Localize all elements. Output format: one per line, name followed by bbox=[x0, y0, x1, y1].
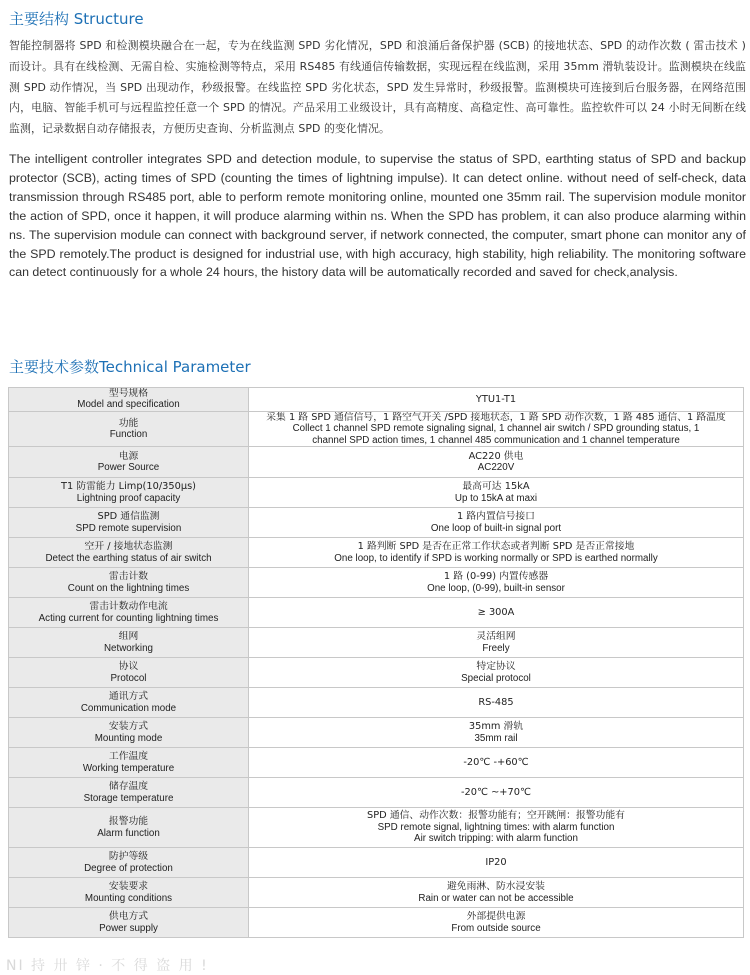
parameter-value-line: RS-485 bbox=[478, 696, 514, 708]
parameter-name-chinese: 组网 bbox=[118, 631, 139, 643]
parameter-name-english: SPD remote supervision bbox=[75, 522, 182, 534]
parameter-value-line: Freely bbox=[482, 642, 510, 654]
parameter-value-line: 35mm rail bbox=[474, 732, 518, 744]
parameter-name-cell bbox=[9, 908, 249, 938]
parameter-value-line: Special protocol bbox=[461, 672, 531, 684]
parameter-name-chinese: 安装方式 bbox=[108, 721, 149, 733]
parameter-name-english: Mounting conditions bbox=[84, 892, 173, 904]
parameter-value-cell bbox=[249, 718, 744, 748]
parameter-name-chinese: 供电方式 bbox=[108, 911, 149, 923]
parameter-name-cell bbox=[9, 411, 249, 446]
parameter-value-cell bbox=[249, 568, 744, 598]
parameter-value-line: One loop of built-in signal port bbox=[430, 522, 562, 534]
parameter-value-line: YTU1-T1 bbox=[475, 393, 517, 405]
parameter-name-cell bbox=[9, 748, 249, 778]
parameter-value-line: 最高可达 15kA bbox=[462, 481, 530, 493]
parameter-value-line: IP20 bbox=[485, 856, 507, 868]
parameter-value-line: 避免雨淋、防水浸安装 bbox=[447, 881, 545, 893]
parameter-value-line: 灵活组网 bbox=[476, 631, 516, 643]
parameter-name-english: Function bbox=[109, 428, 148, 440]
parameter-name-english: Alarm function bbox=[97, 827, 160, 839]
parameter-name-english: Power Source bbox=[97, 462, 160, 474]
table-row bbox=[9, 908, 744, 938]
parameter-name-chinese: 雷击计数动作电流 bbox=[89, 601, 168, 613]
parameter-value-cell bbox=[249, 778, 744, 808]
table-row bbox=[9, 447, 744, 478]
table-row bbox=[9, 411, 744, 446]
structure-description-chinese: 智能控制器将 SPD 和检测模块融合在一起，专为在线监测 SPD 劣化情况，SPD 和浪涌后备保护器 (SCB) 的接地状态、SPD 的动作次数 ( 雷击技术 ) 而设计。具有在线检测、无需自检、实施检测等特点，采用 RS485 有线通信传输数据，实现远程在线监测，采用 35mm 滑轨装设计。监测模块在线监测 SPD 动作情况，当 SPD 出现动作，秒级报警。在线监控 SPD 劣化状态，SPD 发生异常时，秒级报警。监测模块可连接到后台服务器，在网络范围内，电脑、智能手机可与远程监控任意一个 SPD 的情况。产品采用工业级设计，具有高精度、高稳定性、高可靠性。监控软件可以 24 小时无间断在线监测，记录数据自动存储报表，方便历史查询、分析监测点 SPD 的变化情况。 bbox=[9, 39, 746, 136]
parameter-value-line: AC220V bbox=[477, 462, 515, 474]
parameter-name-cell bbox=[9, 568, 249, 598]
parameter-name-chinese: 储存温度 bbox=[108, 781, 149, 793]
parameter-name-cell bbox=[9, 658, 249, 688]
parameter-name-chinese: 型号规格 bbox=[108, 388, 149, 399]
table-row bbox=[9, 748, 744, 778]
parameter-value-line: Air switch tripping: with alarm function bbox=[414, 833, 578, 845]
parameter-value-cell bbox=[249, 688, 744, 718]
parameter-name-chinese: 工作温度 bbox=[108, 751, 149, 763]
parameter-value-line: SPD remote signal, lightning times: with alarm function bbox=[377, 821, 615, 833]
table-row bbox=[9, 778, 744, 808]
parameter-name-chinese: 功能 bbox=[118, 417, 139, 429]
technical-parameter-table bbox=[8, 387, 744, 938]
parameter-name-cell bbox=[9, 808, 249, 848]
parameter-value-cell bbox=[249, 598, 744, 628]
parameter-value-line: channel SPD action times, 1 channel 485 communication and 1 channel temperature bbox=[312, 434, 680, 446]
parameter-value-line: One loop, (0-99), built-in sensor bbox=[427, 582, 565, 594]
structure-description-english: The intelligent controller integrates SPD and detection module, to supervise the status of SPD, earthting status of SPD and backup protector (SCB), acting times of SPD (counting the times of lightning impulse). It can detect online. without need of self-check, data transmission through RS485 port, able to perform remote monitoring online, mounted one 35mm rail. The supervision module monitor the action of SPD, once it happen, it will produce alarming within ns. When the SPD has problem, it can also produce alarming within ns. The supervision module can connect with background server, if network connected, the computer, smart phone can monitor any of the SPD remotely.The product is designed for industrial use, with high accuracy, high stability, high reliability. The monitoring software can detect continuously for a whole 24 hours, the history data will be automatically recorded and saved for check,analysis. bbox=[9, 152, 746, 280]
parameter-value-line: SPD 通信、动作次数：报警功能有；空开跳闸：报警功能有 bbox=[367, 810, 625, 822]
parameter-name-chinese: 雷击计数 bbox=[108, 571, 149, 583]
table-row bbox=[9, 658, 744, 688]
parameter-value-line: AC220 供电 bbox=[468, 450, 524, 462]
parameter-value-line: 35mm 滑轨 bbox=[468, 721, 524, 733]
parameter-value-line: -20℃ ~+70℃ bbox=[460, 786, 531, 798]
table-row bbox=[9, 688, 744, 718]
parameter-value-cell bbox=[249, 388, 744, 412]
table-row bbox=[9, 628, 744, 658]
table-row bbox=[9, 878, 744, 908]
parameter-name-english: Communication mode bbox=[80, 702, 177, 714]
parameter-name-cell bbox=[9, 598, 249, 628]
parameter-name-cell bbox=[9, 508, 249, 538]
parameter-name-cell bbox=[9, 478, 249, 508]
parameter-value-cell bbox=[249, 508, 744, 538]
parameter-name-chinese: 安装要求 bbox=[108, 881, 149, 893]
parameter-name-chinese: 空开 / 接地状态监测 bbox=[84, 541, 173, 553]
table-row bbox=[9, 538, 744, 568]
parameter-value-cell bbox=[249, 628, 744, 658]
structure-section-title: 主要结构 Structure bbox=[9, 10, 144, 28]
parameter-name-chinese: T1 防雷能力 Limp(10/350μs) bbox=[60, 481, 197, 493]
parameter-name-cell bbox=[9, 778, 249, 808]
table-row bbox=[9, 718, 744, 748]
parameter-value-line: 1 路判断 SPD 是否在正常工作状态或者判断 SPD 是否正常接地 bbox=[357, 541, 635, 553]
parameter-value-line: ≥ 300A bbox=[477, 606, 515, 618]
parameter-value-line: 1 路 (0-99) 内置传感器 bbox=[443, 571, 549, 583]
parameter-value-line: 采集 1 路 SPD 通信信号，1 路空气开关 /SPD 接地状态，1 路 SPD 动作次数，1 路 485 通信、1 路温度 bbox=[266, 411, 726, 423]
parameter-name-chinese: 协议 bbox=[118, 661, 139, 673]
parameter-name-english: Networking bbox=[103, 642, 153, 654]
parameter-value-cell bbox=[249, 908, 744, 938]
parameter-value-cell bbox=[249, 411, 744, 446]
parameter-value-cell bbox=[249, 848, 744, 878]
parameter-value-line: -20℃ -+60℃ bbox=[463, 756, 529, 768]
table-row bbox=[9, 568, 744, 598]
parameter-name-english: Detect the earthing status of air switch bbox=[45, 552, 212, 564]
parameter-name-cell bbox=[9, 628, 249, 658]
parameter-name-english: Protocol bbox=[110, 672, 147, 684]
parameter-name-chinese: 通讯方式 bbox=[108, 691, 149, 703]
parameter-value-line: Up to 15kA at maxi bbox=[454, 492, 538, 504]
parameter-value-cell bbox=[249, 748, 744, 778]
parameter-value-line: From outside source bbox=[451, 922, 541, 934]
parameter-value-line: 特定协议 bbox=[476, 661, 516, 673]
parameter-value-cell bbox=[249, 538, 744, 568]
table-row bbox=[9, 388, 744, 412]
parameter-name-english: Mounting mode bbox=[94, 732, 163, 744]
parameter-name-cell bbox=[9, 878, 249, 908]
parameter-name-chinese: 电源 bbox=[118, 450, 139, 462]
table-row bbox=[9, 478, 744, 508]
parameter-name-english: Acting current for counting lightning times bbox=[38, 612, 219, 624]
parameter-name-cell bbox=[9, 538, 249, 568]
parameter-value-line: One loop, to identify if SPD is working normally or SPD is earthed normally bbox=[334, 552, 658, 564]
parameter-name-chinese: 报警功能 bbox=[108, 816, 149, 828]
parameter-name-english: Model and specification bbox=[77, 399, 180, 411]
watermark: NI 持 卅 锌 · 不 得 盗 用 ! bbox=[6, 958, 209, 974]
parameter-value-cell bbox=[249, 878, 744, 908]
parameter-name-chinese: 防护等级 bbox=[108, 851, 149, 863]
parameter-name-cell bbox=[9, 718, 249, 748]
parameter-name-english: Lightning proof capacity bbox=[76, 492, 181, 504]
technical-parameter-section-title: 主要技术参数Technical Parameter bbox=[9, 358, 251, 376]
parameter-name-cell bbox=[9, 388, 249, 412]
table-row bbox=[9, 808, 744, 848]
parameter-value-cell bbox=[249, 808, 744, 848]
parameter-name-english: Power supply bbox=[99, 922, 158, 934]
parameter-name-english: Count on the lightning times bbox=[67, 582, 190, 594]
parameter-value-line: 外部提供电源 bbox=[466, 911, 526, 923]
parameter-name-chinese: SPD 通信监测 bbox=[97, 511, 160, 523]
parameter-name-cell bbox=[9, 447, 249, 478]
parameter-name-english: Storage temperature bbox=[83, 792, 174, 804]
parameter-value-cell bbox=[249, 658, 744, 688]
parameter-value-line: Rain or water can not be accessible bbox=[418, 892, 574, 904]
parameter-name-english: Working temperature bbox=[82, 762, 175, 774]
table-row bbox=[9, 848, 744, 878]
table-row bbox=[9, 598, 744, 628]
parameter-value-line: 1 路内置信号接口 bbox=[457, 511, 535, 523]
parameter-name-english: Degree of protection bbox=[84, 862, 173, 874]
parameter-value-cell bbox=[249, 478, 744, 508]
parameter-name-cell bbox=[9, 848, 249, 878]
parameter-name-cell bbox=[9, 688, 249, 718]
parameter-value-cell bbox=[249, 447, 744, 478]
parameter-value-line: Collect 1 channel SPD remote signaling signal, 1 channel air switch / SPD grounding status, 1 bbox=[292, 423, 700, 435]
table-row bbox=[9, 508, 744, 538]
